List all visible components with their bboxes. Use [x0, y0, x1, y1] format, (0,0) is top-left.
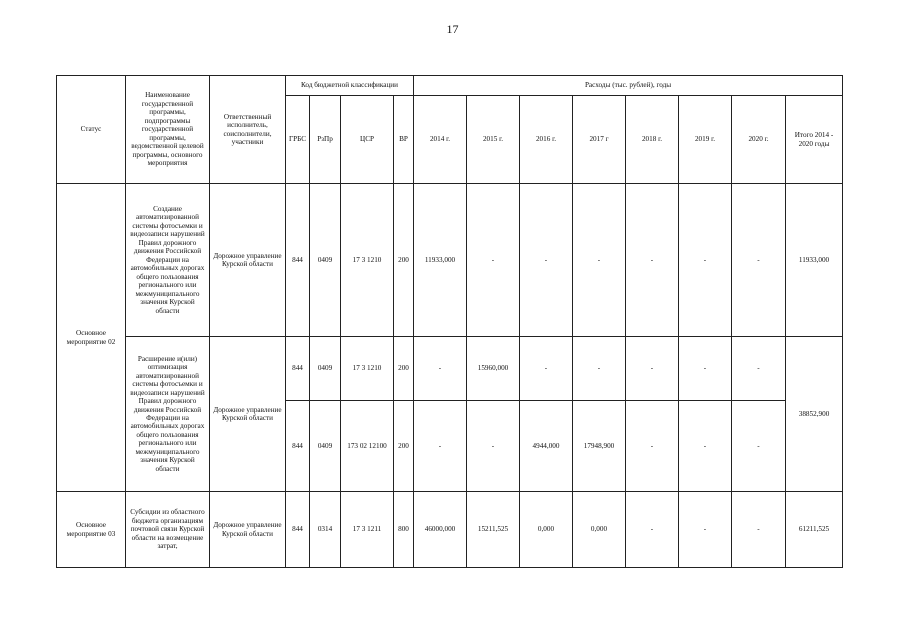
vr-cell: 200 [394, 184, 414, 337]
table-row [57, 337, 843, 401]
header-year: 2016 г. [520, 96, 573, 184]
rzpr-cell: 0314 [310, 492, 341, 568]
value-cell: 11933,000 [414, 184, 467, 337]
value-cell: - [626, 184, 679, 337]
csr-cell: 17 3 1210 [341, 337, 394, 401]
value-cell: - [573, 337, 626, 401]
measure-name: Субсидии из областного бюджета организациям почтовой связи Курской области на возмещение затрат, [126, 492, 210, 568]
status-cell: Основное мероприятие 02 [57, 184, 126, 492]
csr-cell: 173 02 12100 [341, 401, 394, 492]
header-budget-code: Код бюджетной классификации [286, 76, 414, 96]
csr-cell: 17 3 1211 [341, 492, 394, 568]
value-cell: - [732, 492, 786, 568]
value-cell: 46000,000 [414, 492, 467, 568]
measure-name: Расширение и(или) оптимизация автоматизированной системы фотосъемки и видеозаписи нарушений Правил дорожного движения Российской Федерации на автомобильных дорогах общего пользования регионального или межмуниципального значения Курской области [126, 337, 210, 492]
value-cell: - [414, 337, 467, 401]
grbs-cell: 844 [286, 184, 310, 337]
value-cell: 0,000 [520, 492, 573, 568]
vr-cell: 200 [394, 401, 414, 492]
value-cell: - [467, 401, 520, 492]
value-cell: 15960,000 [467, 337, 520, 401]
rzpr-cell: 0409 [310, 337, 341, 401]
header-rzpr: РзПр [310, 96, 341, 184]
value-cell: - [626, 401, 679, 492]
header-expenses: Расходы (тыс. рублей), годы [414, 76, 843, 96]
executor-cell: Дорожное управление Курской области [210, 184, 286, 337]
value-cell: - [679, 401, 732, 492]
value-cell: 15211,525 [467, 492, 520, 568]
value-cell: - [626, 337, 679, 401]
header-year: 2015 г. [467, 96, 520, 184]
status-cell: Основное мероприятие 03 [57, 492, 126, 568]
value-cell: - [520, 337, 573, 401]
header-status: Статус [57, 76, 126, 184]
value-cell: - [732, 401, 786, 492]
budget-table [56, 75, 843, 568]
total-cell: 38852,900 [786, 337, 843, 492]
header-csr: ЦСР [341, 96, 394, 184]
value-cell: 17948,900 [573, 401, 626, 492]
header-year: 2014 г. [414, 96, 467, 184]
vr-cell: 200 [394, 337, 414, 401]
header-year: 2017 г [573, 96, 626, 184]
header-row-1 [57, 76, 843, 96]
vr-cell: 800 [394, 492, 414, 568]
grbs-cell: 844 [286, 492, 310, 568]
value-cell: 4944,000 [520, 401, 573, 492]
rzpr-cell: 0409 [310, 401, 341, 492]
value-cell: - [679, 337, 732, 401]
rzpr-cell: 0409 [310, 184, 341, 337]
total-cell: 61211,525 [786, 492, 843, 568]
header-executor: Ответственный исполнитель, соисполнители, участники [210, 76, 286, 184]
executor-cell: Дорожное управление Курской области [210, 337, 286, 492]
value-cell: - [679, 184, 732, 337]
value-cell: - [414, 401, 467, 492]
table-row [57, 492, 843, 568]
header-year: 2020 г. [732, 96, 786, 184]
measure-name: Создание автоматизированной системы фотосъемки и видеозаписи нарушений Правил дорожного движения Российской Федерации на автомобильных дорогах общего пользования регионального или межмуниципального значения Курской области [126, 184, 210, 337]
value-cell: - [467, 184, 520, 337]
header-grbs: ГРБС [286, 96, 310, 184]
value-cell: - [732, 337, 786, 401]
value-cell: - [573, 184, 626, 337]
header-vr: ВР [394, 96, 414, 184]
value-cell: - [732, 184, 786, 337]
page-number: 17 [446, 22, 459, 36]
header-year: 2018 г. [626, 96, 679, 184]
total-cell: 11933,000 [786, 184, 843, 337]
value-cell: - [626, 492, 679, 568]
header-total: Итого 2014 - 2020 годы [786, 96, 843, 184]
header-year: 2019 г. [679, 96, 732, 184]
csr-cell: 17 3 1210 [341, 184, 394, 337]
value-cell: 0,000 [573, 492, 626, 568]
table-row [57, 184, 843, 337]
executor-cell: Дорожное управление Курской области [210, 492, 286, 568]
grbs-cell: 844 [286, 401, 310, 492]
header-name: Наименование государственной программы, подпрограммы государственной программы, ведомственной целевой программы, основного мероприятия [126, 76, 210, 184]
value-cell: - [679, 492, 732, 568]
grbs-cell: 844 [286, 337, 310, 401]
value-cell: - [520, 184, 573, 337]
